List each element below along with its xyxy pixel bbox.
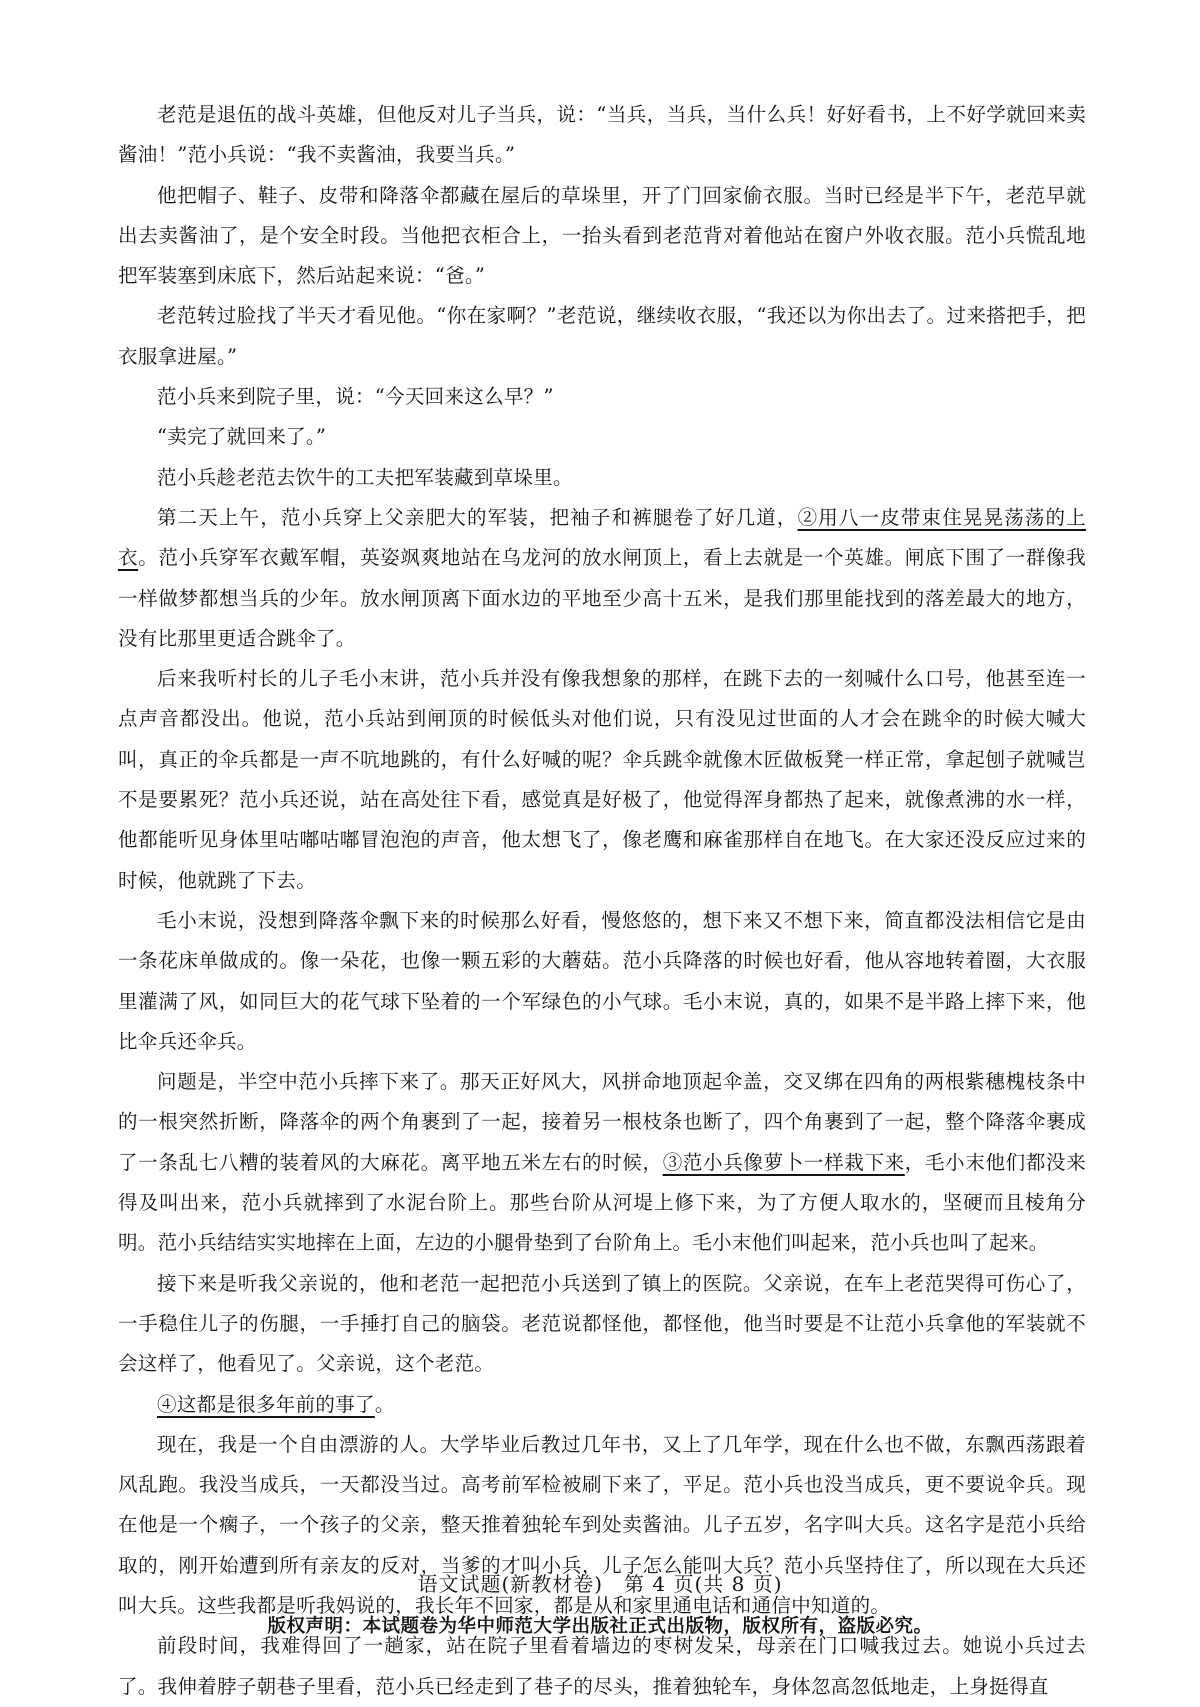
text-segment: 后来我听村长的儿子毛小末讲，范小兵并没有像我想象的那样，在跳下去的一刻喊什么口号，他甚至连一点声音都没出。他说，范小兵站到闸顶的时候低头对他们说，只有没见过世面的人才会在跳伞的时候大喊大叫，真正的伞兵都是一声不吭地跳的，有什么好喊的呢？伞兵跳伞就像木匠做板凳一样正常，拿起刨子就喊岂不是要累死？范小兵还说，站在高处往下看，感觉真是好极了，他觉得浑身都热了起来，就像煮沸的水一样，他都能听见身体里咕嘟咕嘟冒泡泡的声音，他太想飞了，像老鹰和麻雀那样自在地飞。在大家还没反应过来的时候，他就跳了下去。 [118,667,1086,892]
copyright-label: 版权声明： [267,1616,363,1637]
text-segment: ，毛小末他们都没来得及叫出来，范小兵就摔到了水泥台阶上。那些台阶从河堤上修下来，为了方便人取水的，坚硬而且棱角分明。范小兵结结实实地摔在上面，左边的小腿骨垫到了台阶角上。毛小末他们叫起来，范小兵也叫了起来。 [118,1150,1086,1255]
paragraph [118,377,1086,417]
text-segment: 第二天上午，范小兵穿上父亲肥大的军装，把袖子和裤腿卷了好几道， [157,505,798,529]
text-segment: 老范是退伍的战斗英雄，但他反对儿子当兵，说：“当兵，当兵，当什么兵！好好看书，上不好学就回来卖酱油！”范小兵说：“我不卖酱油，我要当兵。” [118,103,1086,167]
underlined-sentence: ②用八一皮带束住晃晃荡荡的上衣 [118,505,1086,570]
article-body [118,95,1086,1707]
paragraph [118,95,1086,176]
page-footer-title: 语文试题(新教材卷) 第 4 页(共 8 页) [417,1572,783,1596]
text-segment: 现在，我是一个自由漂游的人。大学毕业后教过几年书，又上了几年学，现在什么也不做，东飘西荡跟着风乱跑。我没当成兵，一天都没当过。高考前军检被刷下来了，平足。范小兵也没当成兵，更不要说伞兵。现在他是一个瘸子，一个孩子的父亲，整天推着独轮车到处卖酱油。儿子五岁，名字叫大兵。这名字是范小兵给取的，刚开始遭到所有亲友的反对，当爹的才叫小兵，儿子怎么能叫大兵？范小兵坚持住了，所以现在大兵还叫大兵。这些我都是听我妈说的，我长年不回家，都是从和家里通电话和通信中知道的。 [118,1432,1086,1617]
copyright-text: 本试题卷为华中师范大学出版社正式出版物，版权所有，盗版必究。 [362,1616,933,1637]
paragraph [118,498,1086,659]
copyright-notice [0,1612,1200,1638]
paragraph [118,1385,1086,1425]
underlined-sentence: ④这都是很多年前的事了 [157,1392,375,1416]
text-segment: “卖完了就回来了。” [157,425,327,449]
paragraph [118,659,1086,901]
underlined-sentence: ③范小兵像萝卜一样栽下来 [662,1150,905,1174]
text-segment: 范小兵趁老范去饮牛的工夫把军装藏到草垛里。 [157,465,573,489]
text-segment: 。 [374,1392,395,1416]
paragraph [118,901,1086,1062]
paragraph [118,1626,1086,1707]
text-segment: 接下来是听我父亲说的，他和老范一起把范小兵送到了镇上的医院。父亲说，在车上老范哭得可伤心了，一手稳住儿子的伤腿，一手捶打自己的脑袋。老范说都怪他，都怪他，他当时要是不让范小兵拿他的军装就不会这样了，他看见了。父亲说，这个老范。 [118,1271,1086,1376]
paragraph [118,1062,1086,1263]
text-segment: 前段时间，我难得回了一趟家，站在院子里看着墙边的枣树发呆，母亲在门口喊我过去。她说小兵过去了。我伸着脖子朝巷子里看，范小兵已经走到了巷子的尽头，推着独轮车，身体忽高忽低地走，上身挺得直 [118,1634,1086,1698]
paragraph [118,296,1086,377]
paragraph [118,1264,1086,1385]
text-segment: 问题是，半空中范小兵摔下来了。那天正好风大，风拼命地顶起伞盖，交叉绑在四角的两根紫穗槐枝条中的一根突然折断，降落伞的两个角裹到了一起，接着另一根枝条也断了，四个角裹到了一起，整个降落伞裹成了一条乱七八糟的装着风的大麻花。离平地五米左右的时候， [118,1070,1086,1174]
paragraph [118,458,1086,498]
text-segment: 。范小兵穿军衣戴军帽，英姿飒爽地站在乌龙河的放水闸顶上，看上去就是一个英雄。闸底下围了一群像我一样做梦都想当兵的少年。放水闸顶离下面水边的平地至少高十五米，是我们那里能找到的落差最大的地方，没有比那里更适合跳伞了。 [118,546,1086,650]
text-segment: 毛小末说，没想到降落伞飘下来的时候那么好看，慢悠悠的，想下来又不想下来，简直都没法相信它是由一条花床单做成的。像一朵花，也像一颗五彩的大蘑菇。范小兵降落的时候也好看，他从容地转着圈，大衣服里灌满了风，如同巨大的花气球下坠着的一个军绿色的小气球。毛小末说，真的，如果不是半路上摔下来，他比伞兵还伞兵。 [118,908,1086,1053]
text-segment: 老范转过脸找了半天才看见他。“你在家啊？”老范说，继续收衣服，“我还以为你出去了。过来搭把手，把衣服拿进屋。” [118,304,1086,368]
paragraph [118,417,1086,457]
text-segment: 范小兵来到院子里，说：“今天回来这么早？” [157,385,554,409]
text-segment: 他把帽子、鞋子、皮带和降落伞都藏在屋后的草垛里，开了门回家偷衣服。当时已经是半下午，老范早就出去卖酱油了，是个安全时段。当他把衣柜合上，一抬头看到老范背对着他站在窗户外收衣服。范小兵慌乱地把军装塞到床底下，然后站起来说：“爸。” [118,183,1086,288]
paragraph [118,176,1086,297]
